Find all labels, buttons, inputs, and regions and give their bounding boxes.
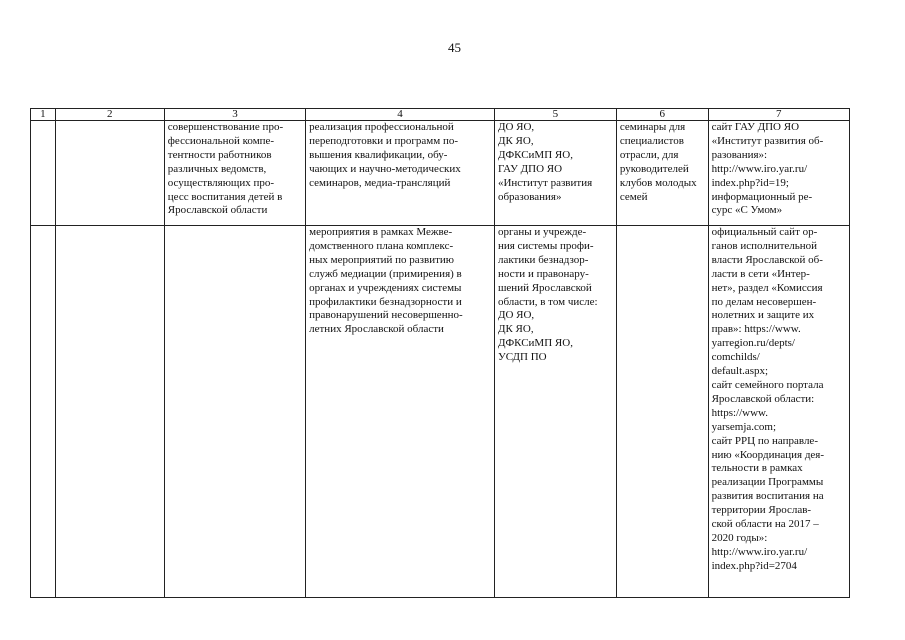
table-cell: [31, 226, 56, 598]
executors-text: ДО ЯО, ДК ЯО, ДФКСиМП ЯО, ГАУ ДПО ЯО «Институт развития образования»: [497, 121, 593, 203]
table-cell: [55, 121, 164, 226]
table-cell-resources: [708, 226, 849, 598]
task-text: совершенствование про- фессиональной компе- тентности работников различных ведомств, осуществляющих про- цесс воспитания детей в Ярославской области: [167, 121, 284, 217]
resources-text: сайт ГАУ ДПО ЯО «Институт развития об- разования»: http://www.iro.yar.ru/ index.php?id=19; информационный ре- сурс «С Умом»: [711, 121, 824, 217]
column-header-4: 4: [306, 109, 495, 121]
table-cell-form: [616, 226, 708, 598]
table-cell-activity: [306, 121, 495, 226]
table-cell-executors: [494, 121, 616, 226]
column-header-5: 5: [494, 109, 616, 121]
table-cell-activity: [306, 226, 495, 598]
table-cell-resources: [708, 121, 849, 226]
table-row: [31, 226, 850, 598]
column-header-3: 3: [164, 109, 305, 121]
table-cell-task: [164, 226, 305, 598]
table-cell-task: [164, 121, 305, 226]
activity-text: реализация профессиональной переподготовки и программ по- вышения квалификации, обу- чающих и научно-методических семинаров, медиа-трансляций: [309, 121, 461, 189]
column-header-2: 2: [55, 109, 164, 121]
table-header-row: [31, 109, 850, 121]
form-text: семинары для специалистов отрасли, для руководителей клубов молодых семей: [619, 121, 697, 203]
column-header-6: 6: [616, 109, 708, 121]
table-cell: [55, 226, 164, 598]
column-header-7: 7: [708, 109, 849, 121]
table-row: [31, 121, 850, 226]
resources-text: официальный сайт ор- ганов исполнительной власти Ярославской об- ласти в сети «Интер- нет», раздел «Комиссия по делам несовершен- нолетних и защите их прав»: https://www. yarregion.ru/depts/ comchilds/ default.aspx; сайт семейного портала Ярославской области: https://www. yarsemja.com; сайт РРЦ по направле- нию «Координация дея- тельности в рамках реализации Программы развития воспитания на территории Ярослав- ской области на 2017 – 2020 годы»: http://www.iro.yar.ru/ index.php?id=2704: [711, 226, 825, 572]
plan-table: [30, 108, 850, 598]
table-cell-form: [616, 121, 708, 226]
executors-text: органы и учрежде- ния системы профи- лактики безнадзор- ности и правонару- шений Ярославской области, в том числе: ДО ЯО, ДК ЯО, ДФКСиМП ЯО, УСДП ПО: [497, 226, 598, 364]
table-cell-executors: [494, 226, 616, 598]
column-header-1: 1: [31, 109, 56, 121]
activity-text: мероприятия в рамках Межве- домственного плана комплекс- ных мероприятий по развитию служб медиации (примирения) в органах и учреждениях системы профилактики безнадзорности и правонарушений несовершенно- летних Ярославской области: [309, 226, 463, 336]
table-cell: [31, 121, 56, 226]
page-number: 45: [448, 40, 461, 55]
